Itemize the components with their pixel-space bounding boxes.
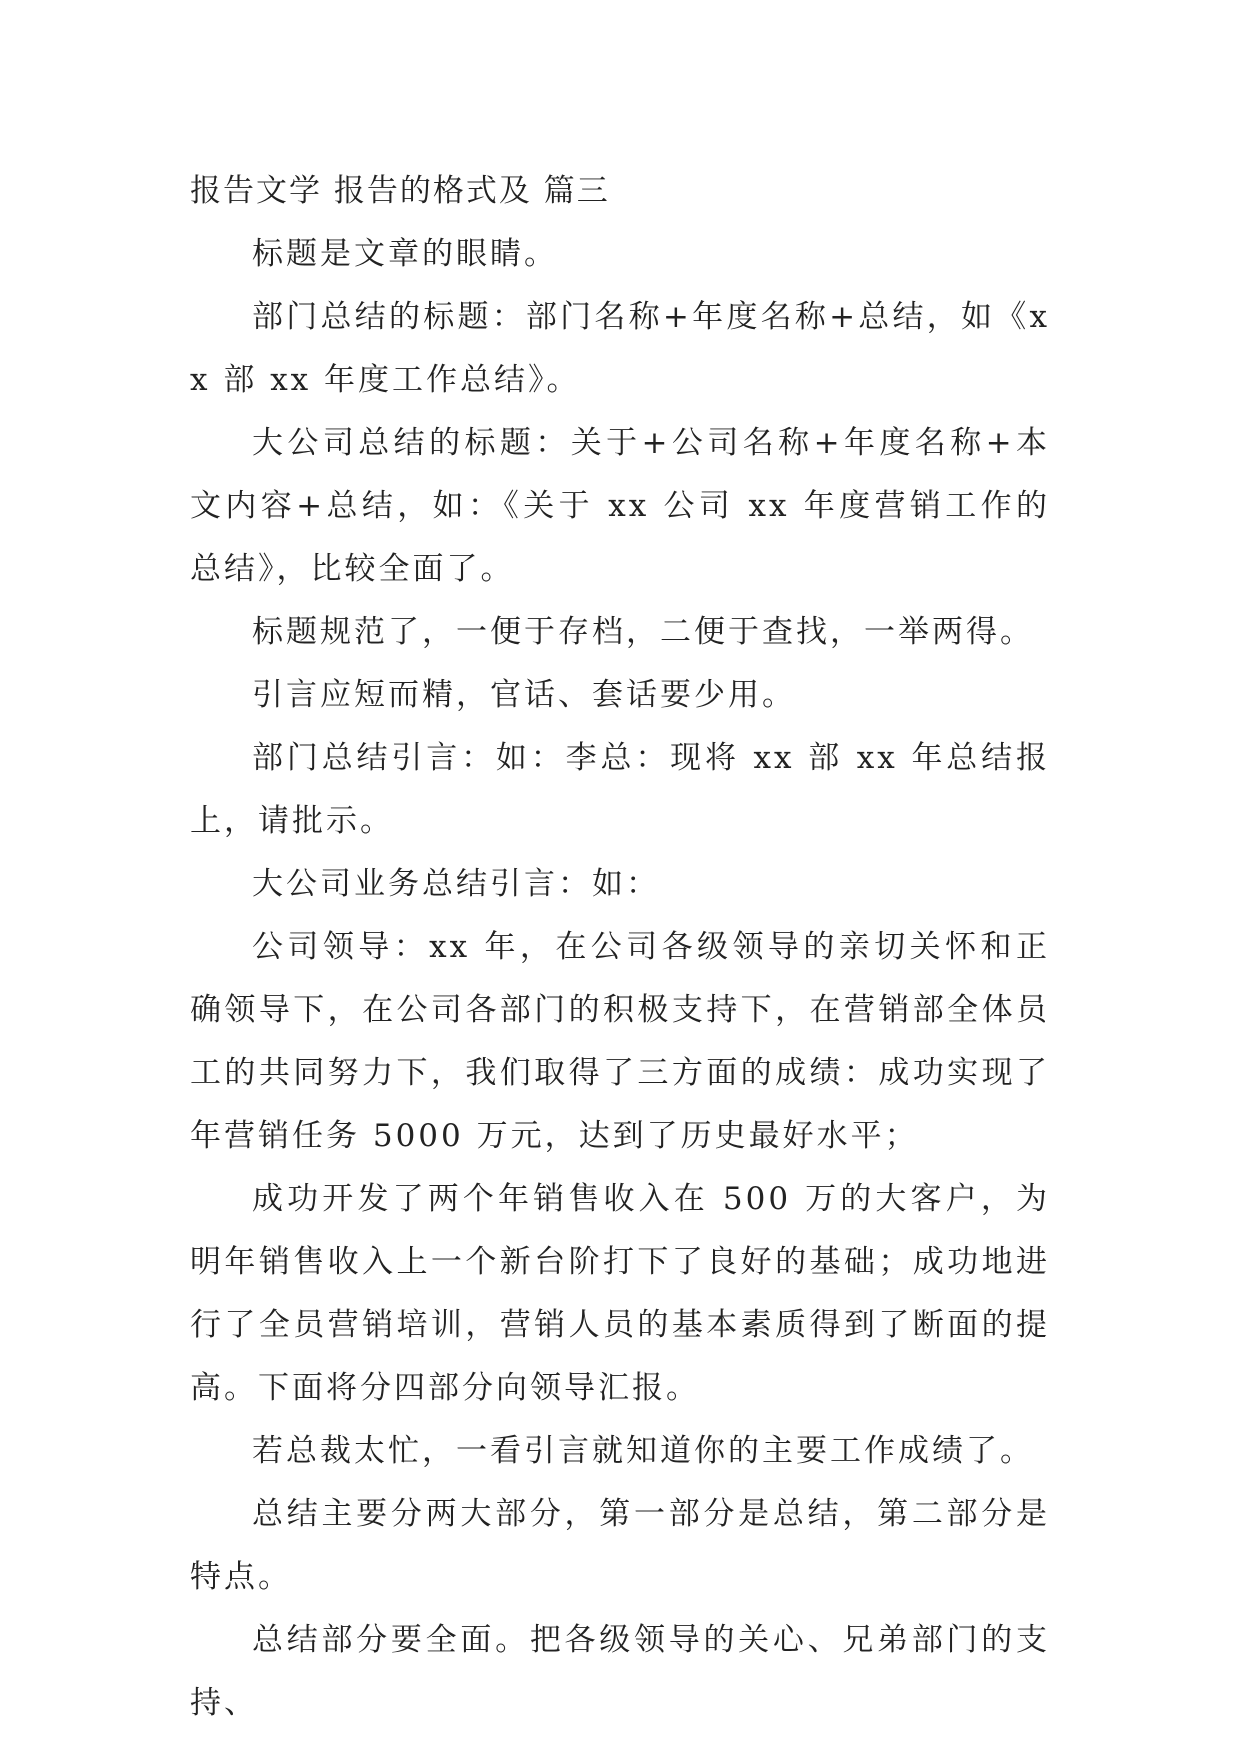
paragraph: 大公司总结的标题：关于+公司名称+年度名称+本文内容+总结，如：《关于 xx 公司 xx 年度营销工作的总结》，比较全面了。: [190, 425, 1050, 587]
paragraph: 标题规范了，一便于存档，二便于查找，一举两得。: [252, 614, 1034, 650]
paragraph: 总结部分要全面。把各级领导的关心、兄弟部门的支持、: [190, 1622, 1050, 1721]
paragraph: 公司领导：xx 年，在公司各级领导的亲切关怀和正确领导下，在公司各部门的积极支持下，在营销部全体员工的共同努力下，我们取得了三方面的成绩：成功实现了年营销任务 5000 万元，达到了历史最好水平；: [190, 929, 1050, 1154]
paragraph: 标题是文章的眼睛。: [252, 236, 558, 272]
document-title: 报告文学 报告的格式及 篇三: [190, 173, 610, 209]
paragraph: 大公司业务总结引言：如：: [252, 866, 660, 902]
paragraph: 若总裁太忙，一看引言就知道你的主要工作成绩了。: [252, 1433, 1034, 1469]
paragraph: 部门总结的标题：部门名称+年度名称+总结，如《xx 部 xx 年度工作总结》。: [190, 299, 1050, 398]
paragraph: 总结主要分两大部分，第一部分是总结，第二部分是特点。: [190, 1496, 1050, 1595]
paragraph: 部门总结引言：如：李总：现将 xx 部 xx 年总结报上，请批示。: [190, 740, 1050, 839]
paragraph: 引言应短而精，官话、套话要少用。: [252, 677, 796, 713]
document-body: [190, 160, 1050, 1735]
paragraph: 成功开发了两个年销售收入在 500 万的大客户，为明年销售收入上一个新台阶打下了良好的基础；成功地进行了全员营销培训，营销人员的基本素质得到了断面的提高。下面将分四部分向领导汇报。: [190, 1181, 1050, 1406]
